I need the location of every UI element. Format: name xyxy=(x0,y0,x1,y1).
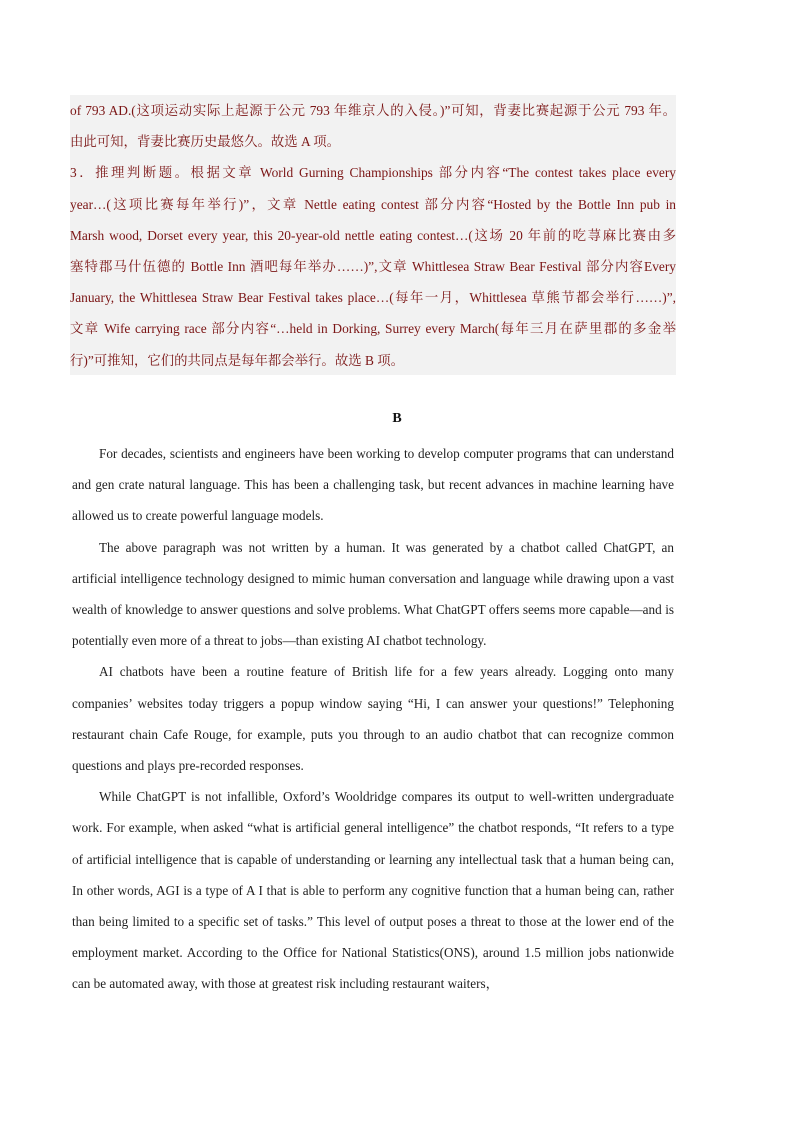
answer-line: 3．推理判断题。根据文章 World Gurning Championships 部分内容“The contest takes place every xyxy=(70,165,676,181)
answer-line: 行)”可推知，它们的共同点是每年都会举行。故选 B 项。 xyxy=(70,352,405,368)
answer-line: year…(这项比赛每年举行)”，文章 Nettle eating contest 部分内容“Hosted by the Bottle Inn pub in xyxy=(70,196,676,212)
answer-line: 由此可知，背妻比赛历史最悠久。故选 A 项。 xyxy=(70,134,341,150)
passage-paragraph: The above paragraph was not written by a human. It was generated by a chatbot called ChatGPT, an artificial intelligence technology designed to mimic human conversation and language while drawing upon a vast wealth of knowledge to answer questions and solve problems. What ChatGPT offers seems more capable—and is potentially even more of a threat to jobs—than existing AI chatbot technology. xyxy=(72,539,674,649)
reading-passage xyxy=(72,438,674,1000)
passage-paragraph: AI chatbots have been a routine feature of British life for a few years already. Logging onto many companies’ websites today triggers a popup window saying “Hi, I can answer your questions!” Telephoning restaurant chain Cafe Rouge, for example, puts you through to an audio chatbot that can recognize common questions and plays pre-recorded responses. xyxy=(72,664,674,774)
section-title: B xyxy=(392,411,402,426)
answer-line: January, the Whittlesea Straw Bear Festival takes place…(每年一月，Whittlesea 草熊节都会举行……)”, xyxy=(70,290,676,306)
answer-line: 塞特郡马什伍德的 Bottle Inn 酒吧每年举办……)”,文章 Whittlesea Straw Bear Festival 部分内容Every xyxy=(70,259,676,275)
answer-line: 文章 Wife carrying race 部分内容“…held in Dorking, Surrey every March(每年三月在萨里郡的多金举 xyxy=(70,321,676,337)
passage-paragraph: While ChatGPT is not infallible, Oxford’s Wooldridge compares its output to well-written undergraduate work. For example, when asked “what is artificial general intelligence” the chatbot responds, “It refers to a type of artificial intelligence that is capable of understanding or learning any intellectual task that a human being can, In other words, AGI is a type of A I that is able to perform any cognitive function that a human being can, rather than being limited to a specific set of tasks.” This level of output poses a threat to those at the lower end of the employment market. According to the Office for National Statistics(ONS), around 1.5 million jobs nationwide can be automated away, with those at greatest risk including restaurant waiters， xyxy=(72,789,674,992)
answer-line: Marsh wood, Dorset every year, this 20-year-old nettle eating contest…(这场 20 年前的吃荨麻比赛由多 xyxy=(70,227,676,243)
answer-explanation-box xyxy=(70,95,676,375)
passage-paragraph: For decades, scientists and engineers have been working to develop computer programs that can understand and gen crate natural language. This has been a challenging task, but recent advances in machine learning have allowed us to create powerful language models. xyxy=(72,446,674,524)
answer-line: of 793 AD.(这项运动实际上起源于公元 793 年维京人的入侵。)”可知，背妻比赛起源于公元 793 年。 xyxy=(70,103,676,118)
